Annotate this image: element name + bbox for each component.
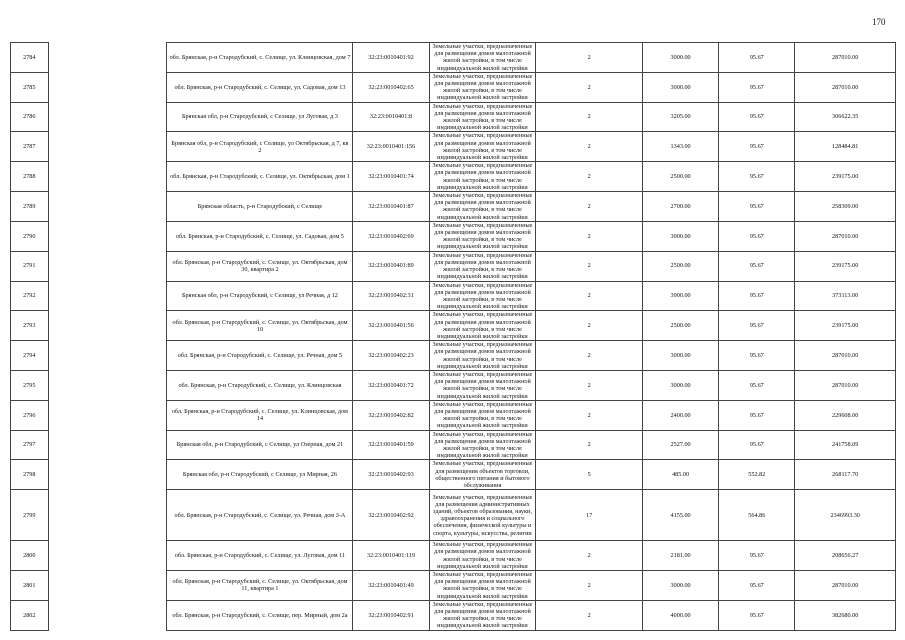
row-number-cell: 2797 — [11, 430, 49, 460]
table-body — [11, 43, 896, 631]
group-cell: 2 — [536, 311, 643, 341]
land-use-cell: Земельные участки, предназначенные для размещения домов малоэтажной жилой застройки, в том числе индивидуальной жилой застройки — [429, 400, 536, 430]
cadastral-number-cell: 32:23:0010401:119 — [353, 541, 429, 571]
group-cell: 2 — [536, 102, 643, 132]
address-cell: обл. Брянская, р-н Стародубский, с. Селище, ул. Луговая, дом 11 — [167, 541, 353, 571]
specific-value-cell: 95.67 — [719, 430, 795, 460]
table-row — [11, 600, 896, 630]
table-row — [11, 281, 896, 311]
land-use-cell: Земельные участки, предназначенные для размещения домов малоэтажной жилой застройки, в том числе индивидуальной жилой застройки — [429, 72, 536, 102]
address-cell: Брянская обл, р-н Стародубский, с Селище, ул Луговая, д 3 — [167, 102, 353, 132]
empty-cell — [48, 341, 167, 371]
specific-value-cell: 564.86 — [719, 490, 795, 541]
empty-cell — [48, 132, 167, 162]
area-cell: 2400.00 — [642, 400, 718, 430]
address-cell: обл. Брянская, р-н Стародубский, с. Селище, ул. Октябрьская, дом 11, квартира 1 — [167, 571, 353, 601]
address-cell: обл. Брянская, р-н Стародубский, с. Селище, пер. Мирный, дом 2а — [167, 600, 353, 630]
land-use-cell: Земельные участки, предназначенные для размещения домов малоэтажной жилой застройки, в том числе индивидуальной жилой застройки — [429, 341, 536, 371]
cadastral-value-cell: 287010.00 — [795, 370, 896, 400]
area-cell: 2500.00 — [642, 251, 718, 281]
cadastral-number-cell: 32:23:0010401:72 — [353, 370, 429, 400]
land-use-cell: Земельные участки, предназначенные для размещения домов малоэтажной жилой застройки, в том числе индивидуальной жилой застройки — [429, 571, 536, 601]
group-cell: 2 — [536, 341, 643, 371]
row-number-cell: 2790 — [11, 221, 49, 251]
area-cell: 3000.00 — [642, 221, 718, 251]
table-row — [11, 341, 896, 371]
row-number-cell: 2788 — [11, 162, 49, 192]
group-cell: 2 — [536, 541, 643, 571]
land-use-cell: Земельные участки, предназначенные для размещения домов малоэтажной жилой застройки, в том числе индивидуальной жилой застройки — [429, 102, 536, 132]
empty-cell — [48, 102, 167, 132]
table-row — [11, 162, 896, 192]
specific-value-cell: 95.67 — [719, 600, 795, 630]
specific-value-cell: 95.67 — [719, 400, 795, 430]
specific-value-cell: 95.67 — [719, 221, 795, 251]
row-number-cell: 2800 — [11, 541, 49, 571]
table-row — [11, 311, 896, 341]
area-cell: 1343.00 — [642, 132, 718, 162]
empty-cell — [48, 192, 167, 222]
cadastral-value-cell: 229608.00 — [795, 400, 896, 430]
empty-cell — [48, 460, 167, 490]
table-row — [11, 400, 896, 430]
cadastral-number-cell: 32:23:0010401:8 — [353, 102, 429, 132]
address-cell: обл. Брянская, р-н Стародубский, с. Селище, ул. Речная, дом 3-А — [167, 490, 353, 541]
row-number-cell: 2789 — [11, 192, 49, 222]
specific-value-cell: 95.67 — [719, 72, 795, 102]
cadastral-value-cell: 287010.00 — [795, 221, 896, 251]
specific-value-cell: 95.67 — [719, 571, 795, 601]
cadastral-number-cell: 32:23:0010401:59 — [353, 430, 429, 460]
address-cell: обл. Брянская, р-н Стародубский, с. Селище, ул. Садовая, дом 5 — [167, 221, 353, 251]
table-row — [11, 370, 896, 400]
specific-value-cell: 95.67 — [719, 541, 795, 571]
cadastral-value-cell: 287010.00 — [795, 571, 896, 601]
cadastral-number-cell: 32:23:0010401:49 — [353, 571, 429, 601]
group-cell: 5 — [536, 460, 643, 490]
empty-cell — [48, 430, 167, 460]
area-cell: 2700.00 — [642, 192, 718, 222]
group-cell: 2 — [536, 600, 643, 630]
land-use-cell: Земельные участки, предназначенные для размещения домов малоэтажной жилой застройки, в том числе индивидуальной жилой застройки — [429, 162, 536, 192]
empty-cell — [48, 251, 167, 281]
specific-value-cell: 95.67 — [719, 132, 795, 162]
table-row — [11, 132, 896, 162]
group-cell: 2 — [536, 251, 643, 281]
address-cell: Брянская обл, р-н Стародубский, с Селище, ул Озерная, дом 21 — [167, 430, 353, 460]
group-cell: 2 — [536, 72, 643, 102]
land-use-cell: Земельные участки, предназначенные для размещения домов малоэтажной жилой застройки, в том числе индивидуальной жилой застройки — [429, 251, 536, 281]
area-cell: 3000.00 — [642, 571, 718, 601]
table-row — [11, 43, 896, 73]
empty-cell — [48, 311, 167, 341]
page-number: 170 — [872, 17, 886, 27]
table-row — [11, 251, 896, 281]
group-cell: 2 — [536, 370, 643, 400]
address-cell: обл. Брянская, р-н Стародубский, с. Селище, ул. Октябрьская, дом 1 — [167, 162, 353, 192]
address-cell: Брянская обл, р-н Стародубский, с Селище, ул Речная, д 12 — [167, 281, 353, 311]
table-row — [11, 460, 896, 490]
specific-value-cell: 95.67 — [719, 370, 795, 400]
cadastral-number-cell: 32:23:0010402:69 — [353, 221, 429, 251]
row-number-cell: 2793 — [11, 311, 49, 341]
specific-value-cell: 95.67 — [719, 102, 795, 132]
group-cell: 2 — [536, 43, 643, 73]
table-row — [11, 102, 896, 132]
specific-value-cell: 552.82 — [719, 460, 795, 490]
area-cell: 3000.00 — [642, 43, 718, 73]
area-cell: 2500.00 — [642, 162, 718, 192]
empty-cell — [48, 571, 167, 601]
group-cell: 2 — [536, 162, 643, 192]
land-use-cell: Земельные участки, предназначенные для размещения домов малоэтажной жилой застройки, в том числе индивидуальной жилой застройки — [429, 192, 536, 222]
table-row — [11, 571, 896, 601]
address-cell: Брянская область, р-н Стародубский, с Селище — [167, 192, 353, 222]
cadastral-value-cell: 287010.00 — [795, 341, 896, 371]
cadastral-number-cell: 32:23:0010402:23 — [353, 341, 429, 371]
area-cell: 2500.00 — [642, 311, 718, 341]
empty-cell — [48, 43, 167, 73]
cadastral-number-cell: 32:23:0010401:56 — [353, 311, 429, 341]
cadastral-value-cell: 241758.09 — [795, 430, 896, 460]
area-cell: 3900.00 — [642, 281, 718, 311]
row-number-cell: 2785 — [11, 72, 49, 102]
cadastral-value-cell: 128484.81 — [795, 132, 896, 162]
row-number-cell: 2791 — [11, 251, 49, 281]
land-use-cell: Земельные участки, предназначенные для размещения административных зданий, объектов образования, науки, здравоохранения и социального обеспечения, физической культуры и спорта, культуры, искусства, религии — [429, 490, 536, 541]
land-use-cell: Земельные участки, предназначенные для размещения домов малоэтажной жилой застройки, в том числе индивидуальной жилой застройки — [429, 600, 536, 630]
cadastral-value-cell: 373113.00 — [795, 281, 896, 311]
empty-cell — [48, 162, 167, 192]
group-cell: 2 — [536, 221, 643, 251]
area-cell: 3000.00 — [642, 370, 718, 400]
empty-cell — [48, 400, 167, 430]
table-row — [11, 490, 896, 541]
cadastral-number-cell: 32:23:0010401:74 — [353, 162, 429, 192]
empty-cell — [48, 221, 167, 251]
land-use-cell: Земельные участки, предназначенные для размещения домов малоэтажной жилой застройки, в том числе индивидуальной жилой застройки — [429, 43, 536, 73]
address-cell: Брянская обл, р-н Стародубский, с Селище, ул Октябрьская, д 7, кв 2 — [167, 132, 353, 162]
row-number-cell: 2784 — [11, 43, 49, 73]
area-cell: 3205.00 — [642, 102, 718, 132]
land-use-cell: Земельные участки, предназначенные для размещения домов малоэтажной жилой застройки, в том числе индивидуальной жилой застройки — [429, 221, 536, 251]
cadastral-number-cell: 32:23:0010401:156 — [353, 132, 429, 162]
group-cell: 2 — [536, 571, 643, 601]
row-number-cell: 2798 — [11, 460, 49, 490]
address-cell: обл. Брянская, р-н Стародубский, с. Селище, ул. Октябрьская, дом 10 — [167, 311, 353, 341]
cadastral-value-cell: 306622.35 — [795, 102, 896, 132]
table-row — [11, 541, 896, 571]
row-number-cell: 2796 — [11, 400, 49, 430]
area-cell: 4000.00 — [642, 600, 718, 630]
specific-value-cell: 95.67 — [719, 251, 795, 281]
row-number-cell: 2801 — [11, 571, 49, 601]
specific-value-cell: 95.67 — [719, 341, 795, 371]
cadastral-number-cell: 32:23:0010402:93 — [353, 460, 429, 490]
group-cell: 2 — [536, 192, 643, 222]
area-cell: 4155.00 — [642, 490, 718, 541]
land-use-cell: Земельные участки, предназначенные для размещения домов малоэтажной жилой застройки, в том числе индивидуальной жилой застройки — [429, 132, 536, 162]
address-cell: обл. Брянская, р-н Стародубский, с. Селище, ул. Клинцовская — [167, 370, 353, 400]
cadastral-value-cell: 382680.00 — [795, 600, 896, 630]
address-cell: Брянская обл, р-н Стародубский, с Селище, ул Мирная, 26 — [167, 460, 353, 490]
address-cell: обл. Брянская, р-н Стародубский, с. Селище, ул. Клинцовская, дом 7 — [167, 43, 353, 73]
cadastral-value-cell: 268117.70 — [795, 460, 896, 490]
specific-value-cell: 95.67 — [719, 281, 795, 311]
land-use-cell: Земельные участки, предназначенные для размещения домов малоэтажной жилой застройки, в том числе индивидуальной жилой застройки — [429, 370, 536, 400]
table-row — [11, 221, 896, 251]
cadastral-value-table — [10, 42, 896, 631]
cadastral-value-cell: 239175.00 — [795, 162, 896, 192]
group-cell: 17 — [536, 490, 643, 541]
cadastral-value-cell: 258309.00 — [795, 192, 896, 222]
land-use-cell: Земельные участки, предназначенные для размещения домов малоэтажной жилой застройки, в том числе индивидуальной жилой застройки — [429, 311, 536, 341]
empty-cell — [48, 72, 167, 102]
cadastral-number-cell: 32:23:0010401:92 — [353, 43, 429, 73]
empty-cell — [48, 281, 167, 311]
row-number-cell: 2795 — [11, 370, 49, 400]
land-use-cell: Земельные участки, предназначенные для размещения домов малоэтажной жилой застройки, в том числе индивидуальной жилой застройки — [429, 281, 536, 311]
group-cell: 2 — [536, 281, 643, 311]
specific-value-cell: 95.67 — [719, 192, 795, 222]
group-cell: 2 — [536, 430, 643, 460]
row-number-cell: 2794 — [11, 341, 49, 371]
cadastral-number-cell: 32:23:0010402:31 — [353, 281, 429, 311]
land-use-cell: Земельные участки, предназначенные для размещения домов малоэтажной жилой застройки, в том числе индивидуальной жилой застройки — [429, 541, 536, 571]
land-use-cell: Земельные участки, предназначенные для размещения объектов торговли, общественного питания и бытового обслуживания — [429, 460, 536, 490]
address-cell: обл. Брянская, р-н Стародубский, с. Селище, ул. Садовая, дом 13 — [167, 72, 353, 102]
row-number-cell: 2802 — [11, 600, 49, 630]
address-cell: обл. Брянская, р-н Стародубский, с. Селище, ул. Речная, дом 5 — [167, 341, 353, 371]
cadastral-number-cell: 32:23:0010402:92 — [353, 490, 429, 541]
cadastral-number-cell: 32:23:0010401:87 — [353, 192, 429, 222]
area-cell: 485.00 — [642, 460, 718, 490]
area-cell: 2527.00 — [642, 430, 718, 460]
cadastral-value-cell: 287010.00 — [795, 43, 896, 73]
cadastral-value-cell: 2346993.30 — [795, 490, 896, 541]
area-cell: 3000.00 — [642, 341, 718, 371]
cadastral-number-cell: 32:23:0010402:82 — [353, 400, 429, 430]
cadastral-value-cell: 208656.27 — [795, 541, 896, 571]
cadastral-number-cell: 32:23:0010401:89 — [353, 251, 429, 281]
land-use-cell: Земельные участки, предназначенные для размещения домов малоэтажной жилой застройки, в том числе индивидуальной жилой застройки — [429, 430, 536, 460]
cadastral-value-cell: 239175.00 — [795, 251, 896, 281]
address-cell: обл. Брянская, р-н Стародубский, с. Селище, ул. Клинцовская, дом 14 — [167, 400, 353, 430]
empty-cell — [48, 370, 167, 400]
specific-value-cell: 95.67 — [719, 43, 795, 73]
row-number-cell: 2792 — [11, 281, 49, 311]
empty-cell — [48, 541, 167, 571]
cadastral-value-cell: 239175.00 — [795, 311, 896, 341]
table-row — [11, 430, 896, 460]
cadastral-value-cell: 287010.00 — [795, 72, 896, 102]
empty-cell — [48, 490, 167, 541]
cadastral-number-cell: 32:23:0010402:91 — [353, 600, 429, 630]
address-cell: обл. Брянская, р-н Стародубский, с. Селище, ул. Октябрьская, дом 30, квартира 2 — [167, 251, 353, 281]
table-row — [11, 192, 896, 222]
row-number-cell: 2799 — [11, 490, 49, 541]
row-number-cell: 2787 — [11, 132, 49, 162]
row-number-cell: 2786 — [11, 102, 49, 132]
cadastral-number-cell: 32:23:0010402:65 — [353, 72, 429, 102]
group-cell: 2 — [536, 400, 643, 430]
area-cell: 3000.00 — [642, 72, 718, 102]
specific-value-cell: 95.67 — [719, 162, 795, 192]
specific-value-cell: 95.67 — [719, 311, 795, 341]
empty-cell — [48, 600, 167, 630]
table-row — [11, 72, 896, 102]
area-cell: 2181.00 — [642, 541, 718, 571]
group-cell: 2 — [536, 132, 643, 162]
